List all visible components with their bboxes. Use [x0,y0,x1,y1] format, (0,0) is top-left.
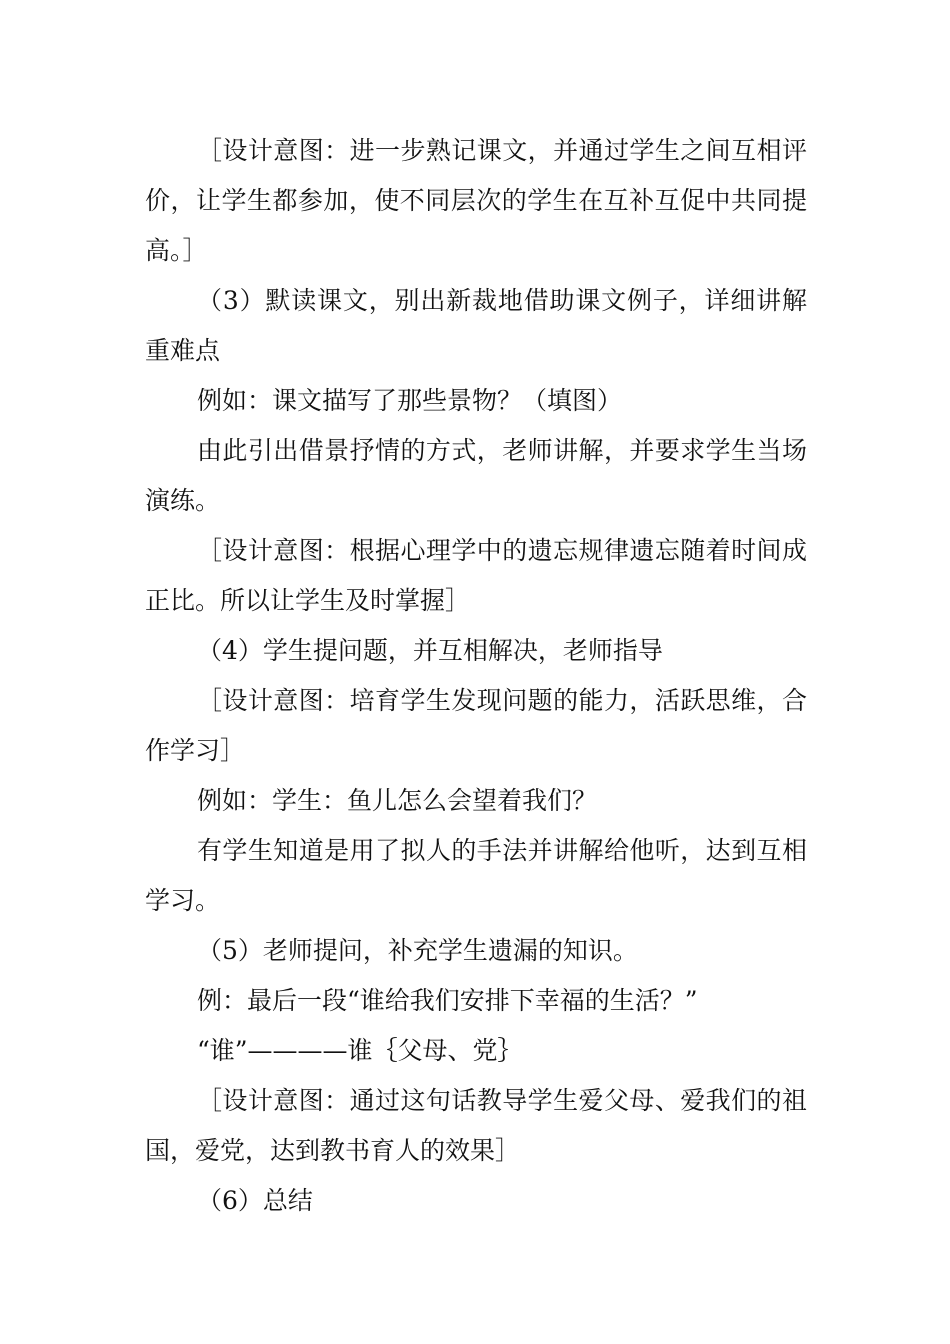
step-4-paragraph: （4）学生提问题，并互相解决，老师指导 [197,636,663,665]
step-6-paragraph: （6）总结 [197,1186,313,1215]
design-intent-paragraph: ［设计意图：进一步熟记课文，并通过学生之间互相评价，让学生都参加，使不同层次的学生在互补互促中共同提高。］ [145,136,807,265]
example-paragraph: 例：最后一段“谁给我们安排下幸福的生活？” [197,986,698,1015]
design-intent-paragraph: ［设计意图：通过这句话教导学生爱父母、爱我们的祖国，爱党，达到教书育人的效果］ [145,1086,807,1165]
example-paragraph: 例如：课文描写了那些景物？（填图） [197,386,623,415]
text-paragraph: 有学生知道是用了拟人的手法并讲解给他听，达到互相学习。 [145,836,807,915]
text-paragraph: “谁”————谁｛父母、党｝ [197,1036,523,1065]
design-intent-paragraph: ［设计意图：培育学生发现问题的能力，活跃思维，合作学习］ [145,686,807,765]
design-intent-paragraph: ［设计意图：根据心理学中的遗忘规律遗忘随着时间成正比。所以让学生及时掌握］ [145,536,807,615]
step-3-paragraph: （3）默读课文，别出新裁地借助课文例子，详细讲解重难点 [145,286,807,365]
step-5-paragraph: （5）老师提问，补充学生遗漏的知识。 [197,936,638,965]
example-paragraph: 例如：学生：鱼儿怎么会望着我们？ [197,786,598,815]
text-paragraph: 由此引出借景抒情的方式，老师讲解，并要求学生当场演练。 [145,436,807,515]
document-body [145,126,807,1226]
